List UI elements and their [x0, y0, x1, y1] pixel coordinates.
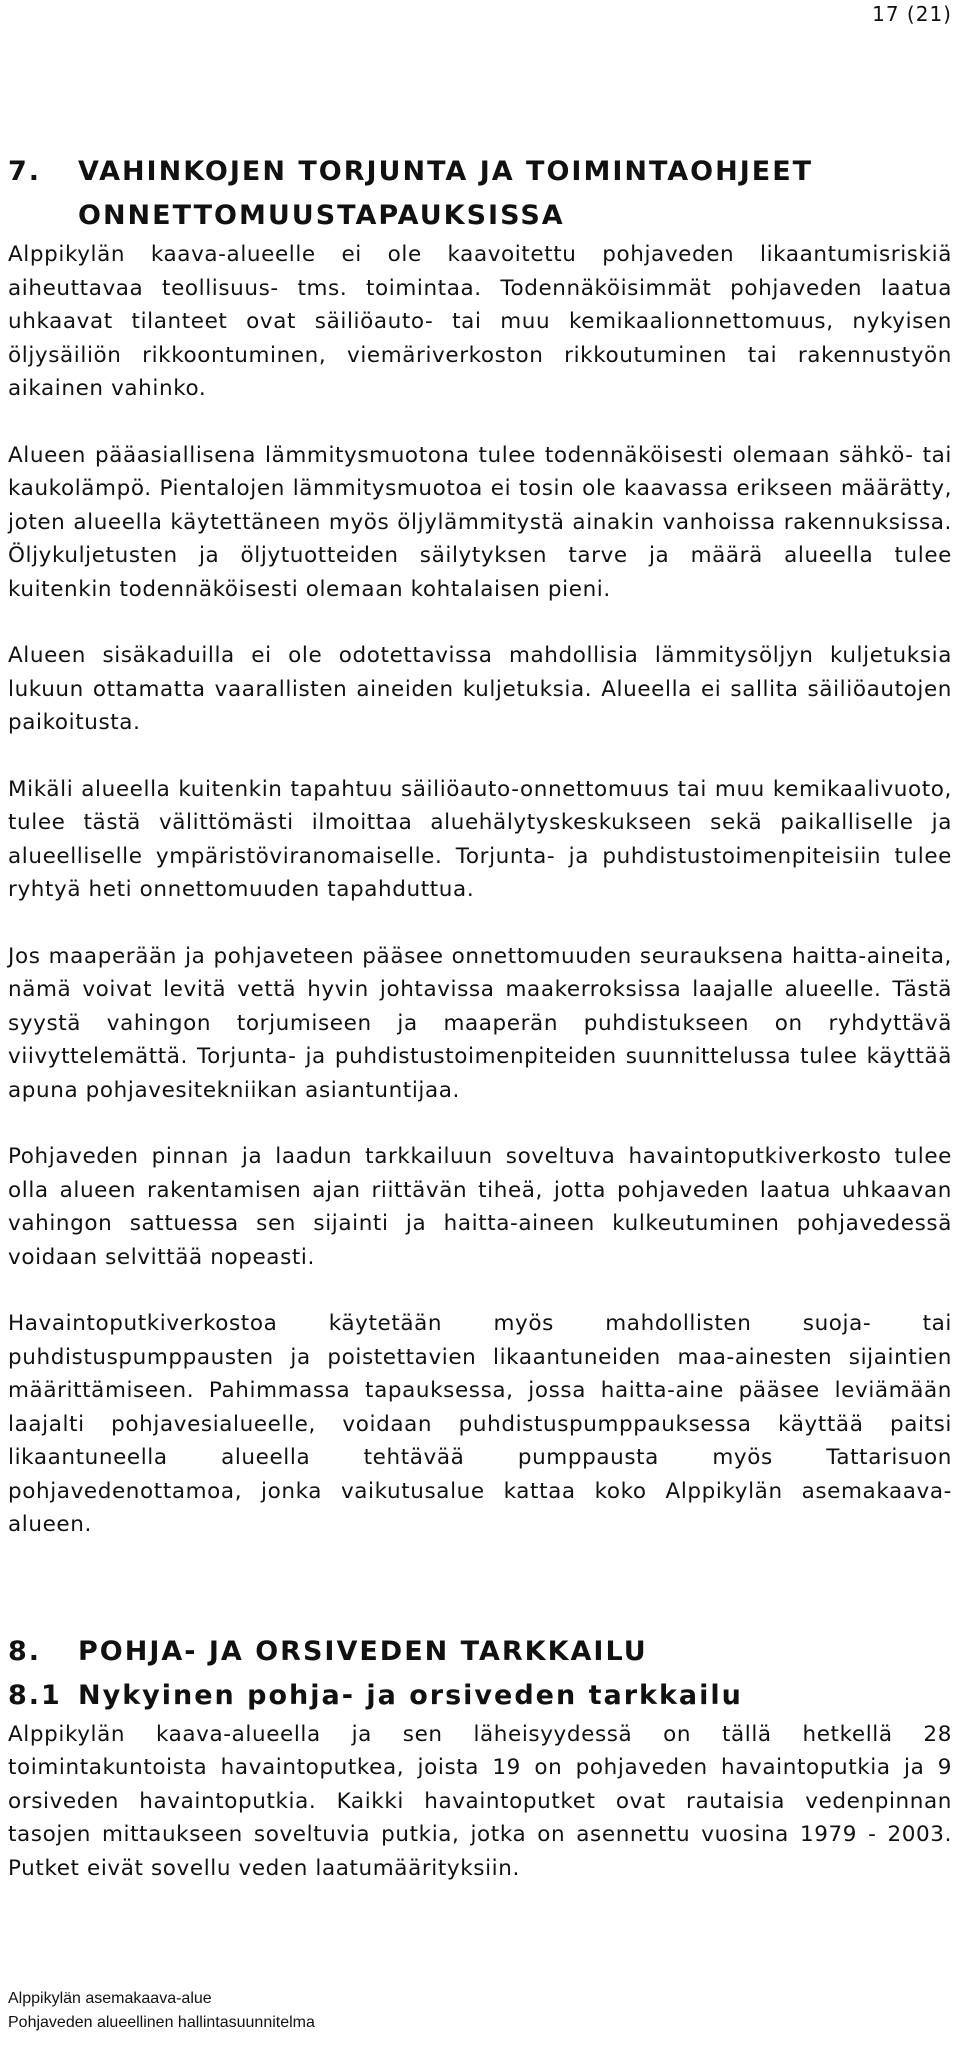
- page-footer: [8, 1987, 315, 2035]
- paragraph: Havaintoputkiverkostoa käytetään myös mahdollisten suoja- tai puhdistuspumppausten ja poistettavien likaantuneiden maa-ainesten sijaintien määrittämiseen. Pahimmassa tapauksessa, jossa haitta-aine pääsee leviämään laajalti pohjavesialueelle, voidaan puhdistuspumppauksessa käyttää paitsi likaantuneella alueella tehtävää pumppausta myös Tattarisuon pohjavedenottamoa, jonka vaikutusalue kattaa koko Alppikylän asemakaava-alueen.: [8, 1311, 952, 1537]
- paragraph: Alueen pääasiallisena lämmitysmuotona tulee todennäköisesti olemaan sähkö- tai kaukolämpö. Pientalojen lämmitysmuotoa ei tosin ole kaavassa erikseen määrätty, joten alueella käytettäneen myös öljylämmitystä ainakin vanhoissa rakennuksissa. Öljykuljetusten ja öljytuotteiden säilytyksen tarve ja määrä alueella tulee kuitenkin todennäköisesti olemaan kohtalaisen pieni.: [8, 442, 952, 602]
- section-8-title: POHJA- JA ORSIVEDEN TARKKAILU: [78, 1635, 648, 1667]
- section-7-number: 7.: [8, 156, 42, 187]
- section-8-1-number: 8.1: [8, 1679, 62, 1711]
- paragraph: Pohjaveden pinnan ja laadun tarkkailuun soveltuva havaintoputkiverkosto tulee olla alueen rakentamisen ajan riittävän tiheä, jotta pohjaveden laatua uhkaavan vahingon sattuessa sen sijainti ja haitta-aineen kulkeutuminen pohjavedessä voidaan selvittää nopeasti.: [8, 1144, 952, 1270]
- paragraph: Mikäli alueella kuitenkin tapahtuu säiliöauto-onnettomuus tai muu kemikaalivuoto, tulee tästä välittömästi ilmoittaa aluehälytyskeskukseen sekä paikalliselle ja alueelliselle ympäristöviranomaiselle. Torjunta- ja puhdistustoimenpiteisiin tulee ryhtyä heti onnettomuuden tapahduttua.: [8, 776, 952, 902]
- paragraph: Alppikylän kaava-alueella ja sen läheisyydessä on tällä hetkellä 28 toimintakuntoista havaintoputkea, joista 19 on pohjaveden havaintoputkia ja 9 orsiveden havaintoputkia. Kaikki havaintoputket ovat rautaisia vedenpinnan tasojen mittaukseen soveltuvia putkia, jotka on asennettu vuosina 1979 - 2003. Putket eivät sovellu veden laatumäärityksiin.: [8, 1721, 952, 1881]
- paragraph: Jos maaperään ja pohjaveteen pääsee onnettomuuden seurauksena haitta-aineita, nämä voivat levitä vettä hyvin johtavissa maakerroksissa laajalle alueelle. Tästä syystä vahingon torjumiseen ja maaperän puhdistukseen on ryhdyttävä viivyttelemättä. Torjunta- ja puhdistustoimenpiteiden suunnittelussa tulee käyttää apuna pohjavesitekniikan asiantuntijaa.: [8, 943, 952, 1103]
- document-body: [8, 150, 952, 1885]
- paragraph: Alueen sisäkaduilla ei ole odotettavissa mahdollisia lämmitysöljyn kuljetuksia lukuun ottamatta vaarallisten aineiden kuljetuksia. Alueella ei sallita säiliöautojen paikoitusta.: [8, 643, 952, 735]
- paragraph: Alppikylän kaava-alueelle ei ole kaavoitettu pohjaveden likaantumisriskiä aiheuttavaa teollisuus- tms. toimintaa. Todennäköisimmät pohjaveden laatua uhkaavat tilanteet ovat säiliöauto- tai muu kemikaalionnettomuus, nykyisen öljysäiliön rikkoontuminen, viemäriverkoston rikkoutuminen tai rakennustyön aikainen vahinko.: [8, 242, 952, 401]
- section-7-title: VAHINKOJEN TORJUNTA JA TOIMINTAOHJEET ONNETTOMUUSTAPAUKSISSA: [78, 156, 814, 231]
- section-8-1-heading: [8, 1674, 952, 1718]
- section-8-number: 8.: [8, 1635, 42, 1667]
- section-7-heading: [8, 150, 952, 238]
- section-8-1-title: Nykyinen pohja- ja orsiveden tarkkailu: [78, 1679, 743, 1711]
- footer-line-2: Pohjaveden alueellinen hallintasuunnitelma: [8, 2014, 315, 2031]
- page-number: 17 (21): [872, 2, 952, 26]
- footer-line-1: Alppikylän asemakaava-alue: [8, 1990, 212, 2007]
- section-8-heading: [8, 1630, 952, 1674]
